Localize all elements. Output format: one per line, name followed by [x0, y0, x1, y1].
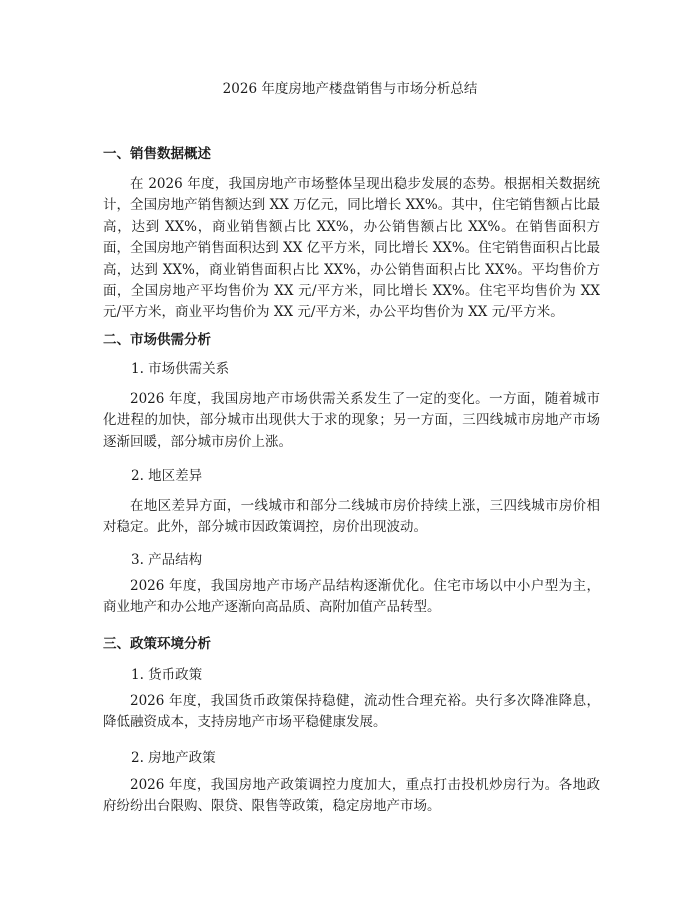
section-heading-supply-demand: 二、市场供需分析 — [103, 332, 211, 348]
document-title: 2026 年度房地产楼盘销售与市场分析总结 — [222, 81, 478, 97]
subheading-supply-demand-relation: 1. 市场供需关系 — [131, 361, 230, 377]
paragraph-supply-demand-relation: 2026 年度，我国房地产市场供需关系发生了一定的变化。一方面，随着城市化进程的加快，部分城市出现供大于求的现象；另一方面，三四线城市房地产市场逐渐回暖，部分城市房价上涨。 — [103, 391, 600, 450]
subheading-regional-difference: 2. 地区差异 — [131, 468, 203, 484]
paragraph-product-structure: 2026 年度，我国房地产市场产品结构逐渐优化。住宅市场以中小户型为主，商业地产和办公地产逐渐向高品质、高附加值产品转型。 — [103, 578, 600, 616]
paragraph-regional-difference: 在地区差异方面，一线城市和部分二线城市房价持续上涨，三四线城市房价相对稳定。此外，部分城市因政策调控，房价出现波动。 — [103, 498, 600, 536]
paragraph-monetary-policy: 2026 年度，我国货币政策保持稳健，流动性合理充裕。央行多次降准降息，降低融资成本，支持房地产市场平稳健康发展。 — [103, 693, 600, 731]
paragraph-real-estate-policy: 2026 年度，我国房地产政策调控力度加大，重点打击投机炒房行为。各地政府纷纷出台限购、限贷、限售等政策，稳定房地产市场。 — [103, 777, 600, 815]
section-paragraph-sales-overview: 在 2026 年度，我国房地产市场整体呈现出稳步发展的态势。根据相关数据统计，全国房地产销售额达到 XX 万亿元，同比增长 XX%。其中，住宅销售额占比最高，达到 XX%，商业销售额占比 XX%，办公销售额占比 XX%。在销售面积方面，全国房地产销售面积达到 XX 亿平方米，同比增长 XX%。住宅销售面积占比最高，达到 XX%，商业销售面积占比 XX%，办公销售面积占比 XX%。平均售价方面，全国房地产平均售价为 XX 元/平方米，同比增长 XX%。住宅平均售价为 XX 元/平方米，商业平均售价为 XX 元/平方米，办公平均售价为 XX 元/平方米。 — [103, 176, 600, 321]
section-heading-sales-overview: 一、销售数据概述 — [103, 146, 211, 162]
subheading-real-estate-policy: 2. 房地产政策 — [131, 750, 216, 766]
subheading-monetary-policy: 1. 货币政策 — [131, 667, 203, 683]
subheading-product-structure: 3. 产品结构 — [131, 552, 203, 568]
section-heading-policy-environment: 三、政策环境分析 — [103, 636, 211, 652]
